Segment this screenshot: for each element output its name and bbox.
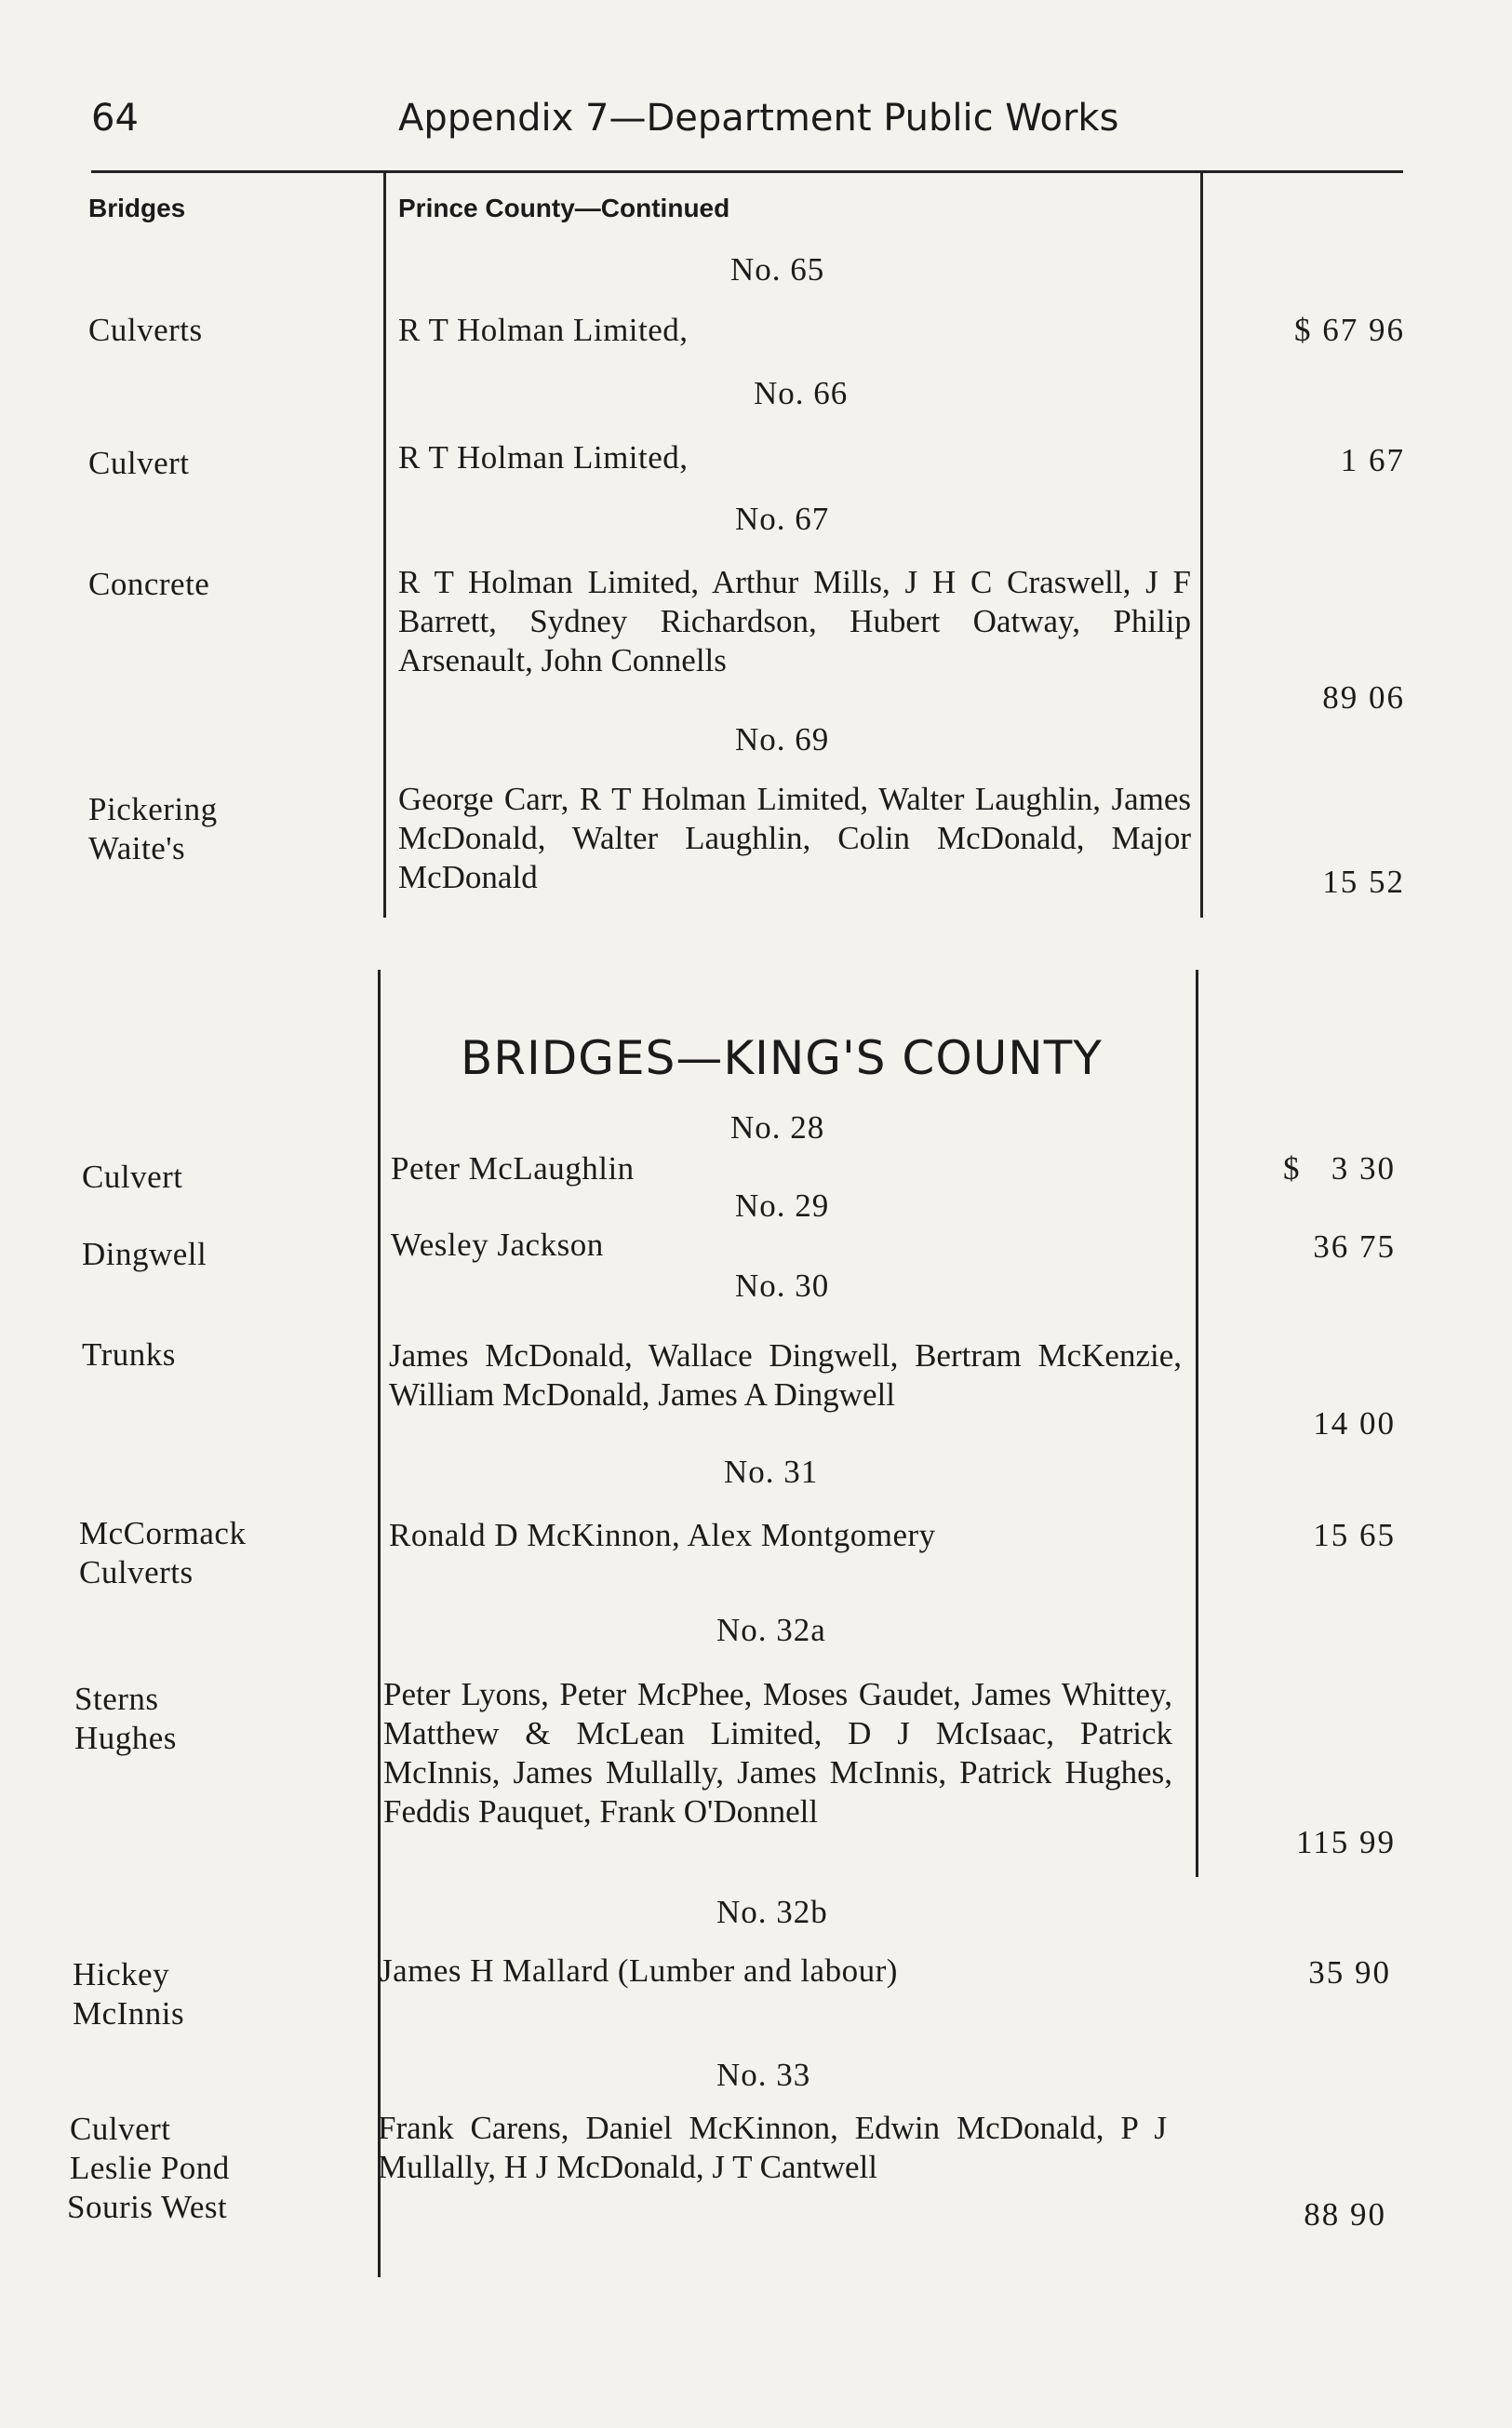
column-heading-county: Prince County—Continued — [398, 194, 730, 222]
bridge-name: Culvert — [82, 1159, 183, 1195]
table1-right-rule — [1200, 173, 1203, 918]
amount: $ 67 96 — [1294, 312, 1405, 348]
table1-left-rule — [383, 173, 386, 918]
amount: 14 00 — [1313, 1405, 1396, 1442]
bridge-name: Culvert — [88, 445, 190, 481]
bridge-name: Culverts — [88, 312, 203, 348]
bridge-name: Culverts — [79, 1554, 194, 1590]
bridge-name: Culvert — [70, 2111, 171, 2147]
bridge-name: Sterns — [74, 1681, 159, 1717]
contractors: James McDonald, Wallace Dingwell, Bertram McKenzie, William McDonald, James A Dingwell — [389, 1337, 1182, 1413]
amount: 115 99 — [1296, 1824, 1396, 1860]
amount: 35 90 — [1308, 1954, 1391, 1991]
contract-number: No. 30 — [735, 1268, 830, 1304]
bridge-name: McInnis — [73, 1995, 185, 2032]
contractors: Peter McLaughlin — [391, 1150, 635, 1187]
bridge-name: Dingwell — [82, 1236, 207, 1272]
table2-left-rule — [378, 970, 381, 2277]
bridge-name: Hickey — [73, 1956, 170, 1992]
contractors: Wesley Jackson — [391, 1227, 604, 1263]
bridge-name: Waite's — [88, 830, 186, 866]
contract-number: No. 32b — [716, 1894, 828, 1930]
contract-number: No. 65 — [730, 251, 825, 288]
contract-number: No. 31 — [724, 1454, 819, 1490]
contractors: James H Mallard (Lumber and labour) — [380, 1952, 898, 1989]
contractors: Ronald D McKinnon, Alex Montgomery — [389, 1517, 936, 1553]
amount: 36 75 — [1313, 1228, 1396, 1265]
amount: 15 65 — [1313, 1517, 1396, 1553]
contractors: Frank Carens, Daniel McKinnon, Edwin McDonald, P J Mullally, H J McDonald, J T Cantwell — [378, 2110, 1167, 2185]
section-title: BRIDGES—KING'S COUNTY — [461, 1031, 1103, 1085]
page-number: 64 — [91, 97, 139, 140]
contractors: George Carr, R T Holman Limited, Walter Laughlin, James McDonald, Walter Laughlin, Colin McDonald, Major McDonald — [398, 781, 1191, 895]
bridge-name: Hughes — [74, 1720, 177, 1756]
column-heading-bridges: Bridges — [88, 194, 186, 222]
amount: 88 90 — [1304, 2196, 1386, 2233]
contract-number: No. 67 — [735, 501, 830, 537]
contractors: R T Holman Limited, — [398, 312, 689, 348]
contractors: R T Holman Limited, Arthur Mills, J H C Craswell, J F Barrett, Sydney Richardson, Hubert Oatway, Philip Arsenault, John Connells — [398, 564, 1191, 678]
bridge-name: Souris West — [67, 2189, 228, 2225]
contractors: Peter Lyons, Peter McPhee, Moses Gaudet, James Whittey, Matthew & McLean Limited, D J McIsaac, Patrick McInnis, James Mullally, James McInnis, Patrick Hughes, Feddis Pauquet, Frank O'Donnell — [383, 1676, 1172, 1830]
page-title: Appendix 7—Department Public Works — [398, 97, 1119, 140]
bridge-name: McCormack — [79, 1515, 247, 1551]
contract-number: No. 69 — [735, 721, 830, 758]
bridge-name: Concrete — [88, 566, 210, 602]
header-rule — [91, 170, 1403, 173]
contract-number: No. 28 — [730, 1109, 825, 1146]
contract-number: No. 32a — [716, 1612, 826, 1648]
bridge-name: Leslie Pond — [70, 2150, 230, 2186]
amount: 1 67 — [1340, 442, 1405, 478]
bridge-name: Trunks — [82, 1336, 176, 1373]
amount: 15 52 — [1322, 864, 1405, 900]
amount: 89 06 — [1322, 679, 1405, 716]
contractors: R T Holman Limited, — [398, 439, 689, 476]
contract-number: No. 33 — [716, 2057, 811, 2093]
contract-number: No. 66 — [754, 375, 849, 411]
amount: $ 3 30 — [1283, 1150, 1396, 1187]
bridge-name: Pickering — [88, 791, 218, 827]
contract-number: No. 29 — [735, 1187, 830, 1224]
